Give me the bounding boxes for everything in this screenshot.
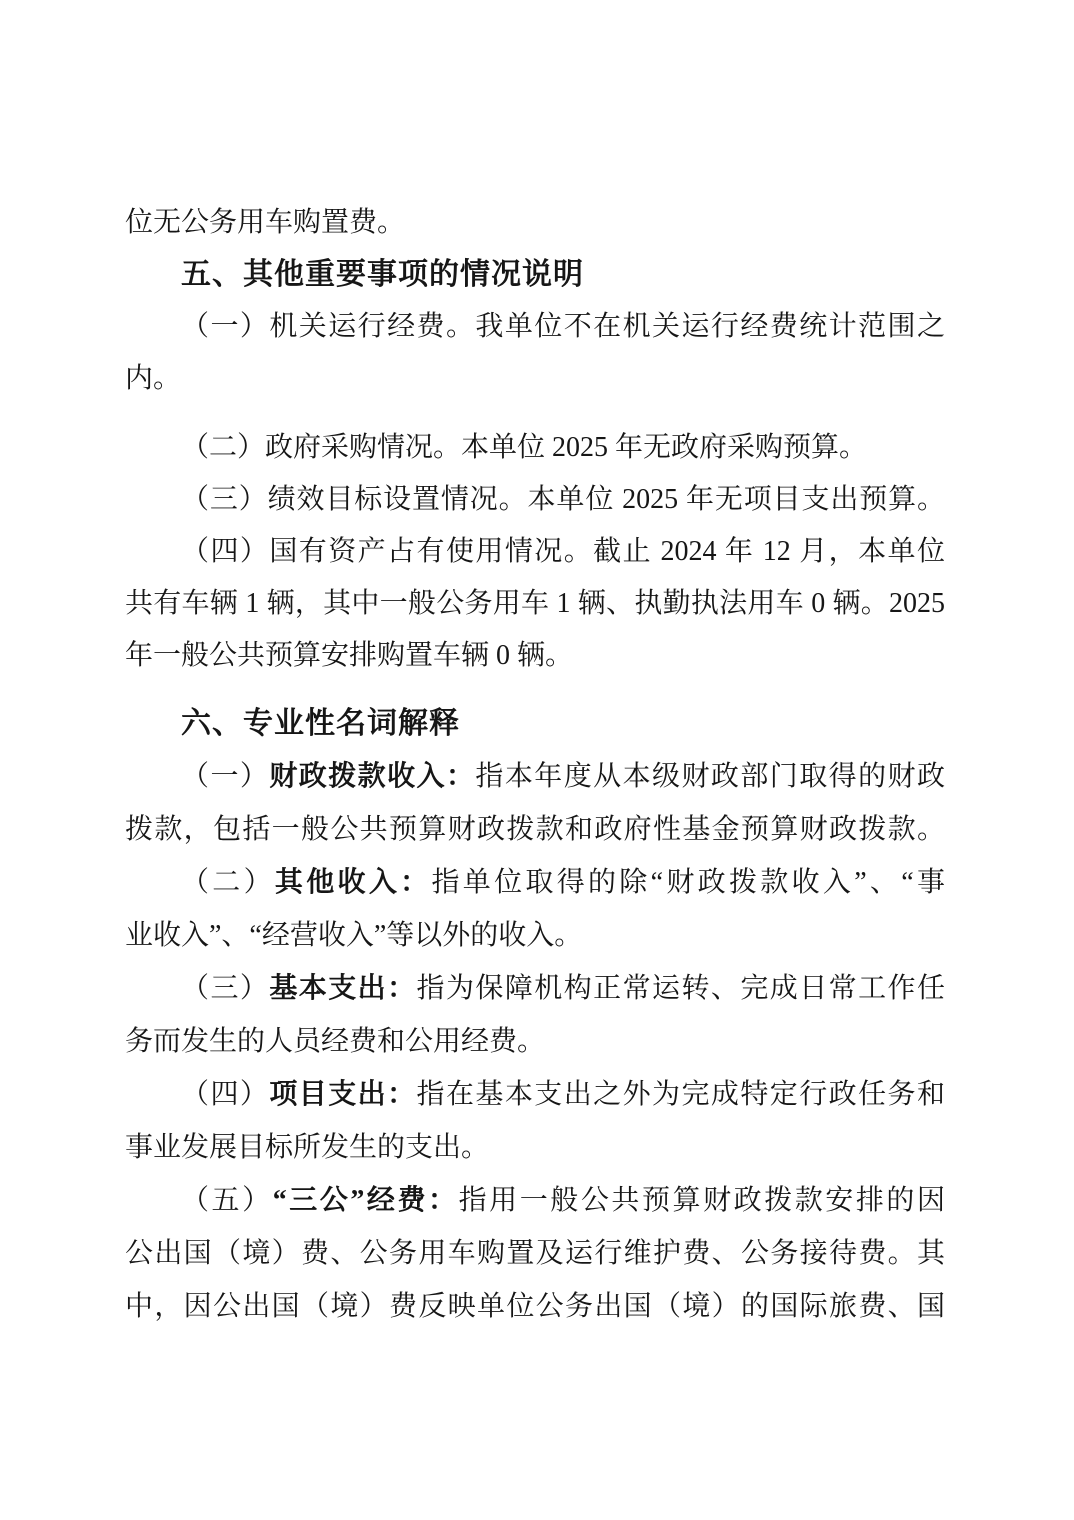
body-line <box>125 578 945 630</box>
line-text: 指本年度从本级财政部门取得的财政 <box>475 761 945 792</box>
body-line <box>125 1227 945 1280</box>
line-text: （二）政府采购情况。本单位 2025 年无政府采购预算。 <box>181 432 868 463</box>
line-prefix: （二） <box>181 867 275 898</box>
line-text: 业收入”、“经营收入”等以外的收入。 <box>125 920 583 951</box>
body-line <box>125 526 945 578</box>
section-heading-6 <box>125 697 945 750</box>
heading-text: 六、专业性名词解释 <box>181 707 460 740</box>
term-bold: “三公”经费： <box>272 1185 459 1216</box>
line-text: 中，因公出国（境）费反映单位公务出国（境）的国际旅费、国 <box>125 1291 945 1322</box>
line-prefix: （三） <box>181 973 270 1004</box>
body-line <box>125 1015 945 1068</box>
term-bold: 基本支出： <box>269 973 417 1004</box>
line-text: （一）机关运行经费。我单位不在机关运行经费统计范围之 <box>181 311 945 342</box>
line-text: 指用一般公共预算财政拨款安排的因 <box>458 1185 945 1216</box>
text-block <box>125 197 945 1333</box>
line-text: 指单位取得的除“财政拨款收入”、“事 <box>431 867 945 898</box>
line-prefix: （一） <box>181 761 270 792</box>
body-line <box>125 474 945 526</box>
body-line <box>125 962 945 1015</box>
body-line <box>125 301 945 353</box>
line-text: 指为保障机构正常运转、完成日常工作任 <box>416 973 945 1004</box>
line-text: 拨款，包括一般公共预算财政拨款和政府性基金预算财政拨款。 <box>125 814 945 845</box>
term-bold: 其他收入： <box>274 867 432 898</box>
heading-text: 五、其他重要事项的情况说明 <box>181 258 584 291</box>
body-line <box>125 856 945 909</box>
body-line <box>125 1174 945 1227</box>
line-text: 内。 <box>125 363 182 394</box>
line-text: 事业发展目标所发生的支出。 <box>125 1132 490 1163</box>
body-line <box>125 1280 945 1333</box>
line-text: 共有车辆 1 辆，其中一般公务用车 1 辆、执勤执法用车 0 辆。2025 <box>125 588 945 619</box>
body-line <box>125 353 945 405</box>
body-line <box>125 1068 945 1121</box>
body-line <box>125 803 945 856</box>
section-heading-5 <box>125 249 945 301</box>
body-line <box>125 422 945 474</box>
line-text: （三）绩效目标设置情况。本单位 2025 年无项目支出预算。 <box>181 484 945 515</box>
term-bold: 财政拨款收入： <box>269 761 476 792</box>
body-line <box>125 909 945 962</box>
body-line <box>125 197 945 249</box>
line-text: 公出国（境）费、公务用车购置及运行维护费、公务接待费。其 <box>125 1238 945 1269</box>
line-prefix: （五） <box>181 1185 273 1216</box>
line-text: 务而发生的人员经费和公用经费。 <box>125 1026 546 1057</box>
line-prefix: （四） <box>181 1079 270 1110</box>
line-text: （四）国有资产占有使用情况。截止 2024 年 12 月，本单位 <box>181 536 945 567</box>
term-bold: 项目支出： <box>269 1079 417 1110</box>
body-line <box>125 750 945 803</box>
line-text: 年一般公共预算安排购置车辆 0 辆。 <box>125 640 574 671</box>
body-line <box>125 1121 945 1174</box>
line-text: 位无公务用车购置费。 <box>125 207 406 238</box>
line-text: 指在基本支出之外为完成特定行政任务和 <box>416 1079 945 1110</box>
body-line <box>125 630 945 682</box>
